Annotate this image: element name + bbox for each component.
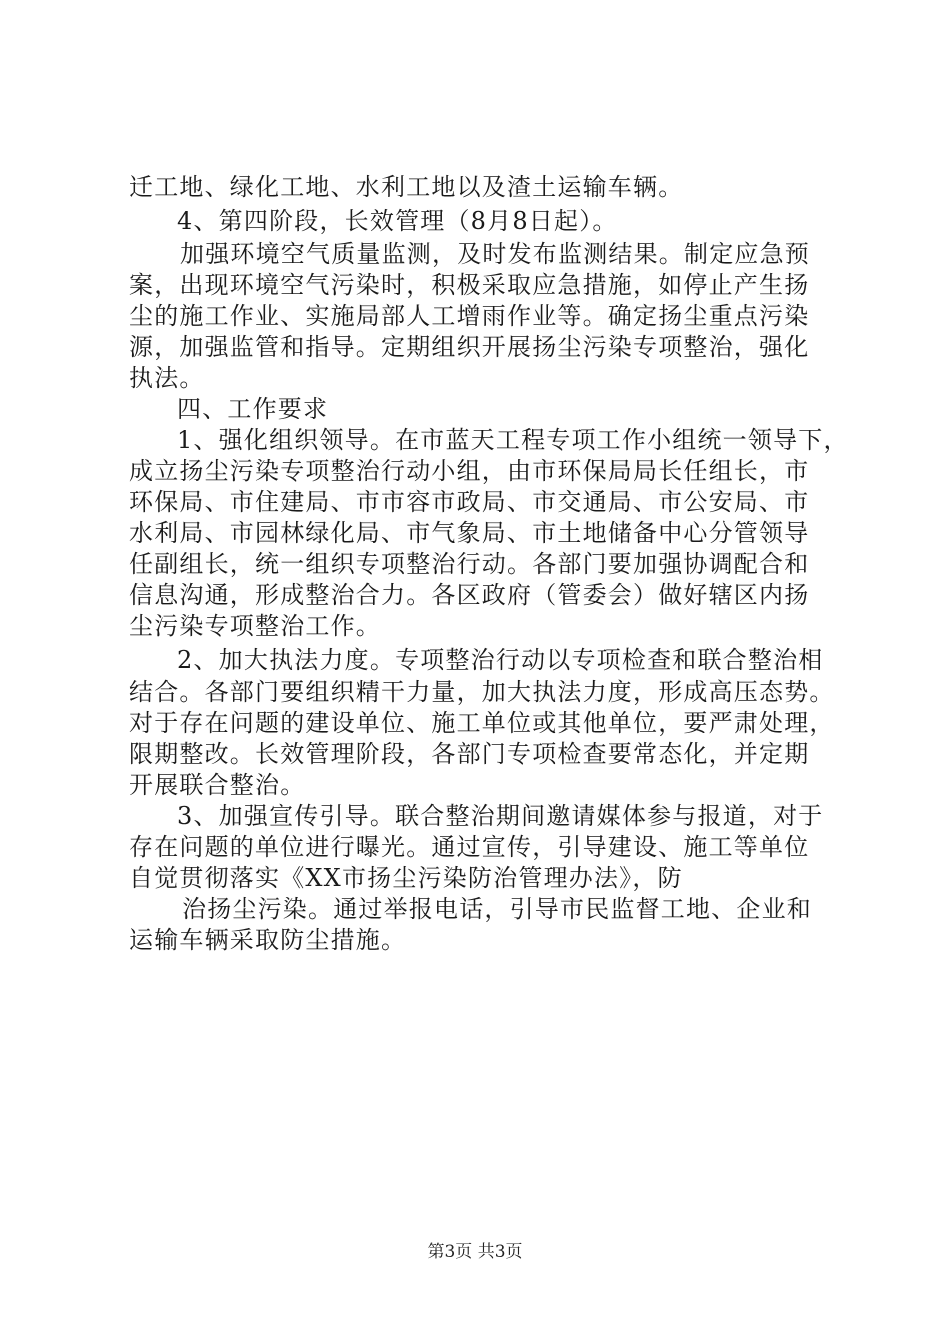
paragraph-line: 成立扬尘污染专项整治行动小组，由市环保局局长任组长，市 (129, 457, 810, 485)
paragraph-line: 自觉贯彻落实《XX市扬尘污染防治管理办法》，防 (129, 864, 683, 892)
paragraph-line: 3、加强宣传引导。联合整治期间邀请媒体参与报道，对于 (177, 802, 824, 830)
paragraph-line: 环保局、市住建局、市市容市政局、市交通局、市公安局、市 (129, 488, 810, 516)
paragraph-line: 迁工地、绿化工地、水利工地以及渣土运输车辆。 (129, 173, 684, 201)
paragraph-line: 治扬尘污染。通过举报电话，引导市民监督工地、企业和 (182, 895, 812, 923)
paragraph-line: 对于存在问题的建设单位、施工单位或其他单位，要严肃处理， (129, 709, 835, 737)
paragraph-line: 开展联合整治。 (129, 771, 306, 799)
paragraph-line: 加强环境空气质量监测，及时发布监测结果。制定应急预 (180, 240, 810, 268)
paragraph-line: 限期整改。长效管理阶段，各部门专项检查要常态化，并定期 (129, 740, 810, 768)
paragraph-line: 结合。各部门要组织精干力量，加大执法力度，形成高压态势。 (129, 678, 835, 706)
paragraph-line: 案，出现环境空气污染时，积极采取应急措施，如停止产生扬 (129, 271, 810, 299)
paragraph-line: 运输车辆采取防尘措施。 (129, 926, 407, 954)
paragraph-line: 执法。 (129, 364, 205, 392)
paragraph-line: 存在问题的单位进行曝光。通过宣传，引导建设、施工等单位 (129, 833, 810, 861)
paragraph-line: 1、强化组织领导。在市蓝天工程专项工作小组统一领导下， (177, 426, 849, 454)
paragraph-line: 信息沟通，形成整治合力。各区政府（管委会）做好辖区内扬 (129, 581, 810, 609)
paragraph-line: 2、加大执法力度。专项整治行动以专项检查和联合整治相 (177, 646, 824, 674)
paragraph-line: 水利局、市园林绿化局、市气象局、市土地储备中心分管领导 (129, 519, 810, 547)
section-heading: 四、工作要求 (177, 395, 329, 423)
paragraph-line: 尘污染专项整治工作。 (129, 612, 381, 640)
paragraph-line: 任副组长，统一组织专项整治行动。各部门要加强协调配合和 (129, 550, 810, 578)
paragraph-line: 尘的施工作业、实施局部人工增雨作业等。确定扬尘重点污染 (129, 302, 810, 330)
paragraph-line: 源，加强监管和指导。定期组织开展扬尘污染专项整治，强化 (129, 333, 810, 361)
page-number: 第3页 共3页 (427, 1242, 523, 1262)
paragraph-line: 4、第四阶段，长效管理（8月8日起）。 (177, 207, 618, 235)
